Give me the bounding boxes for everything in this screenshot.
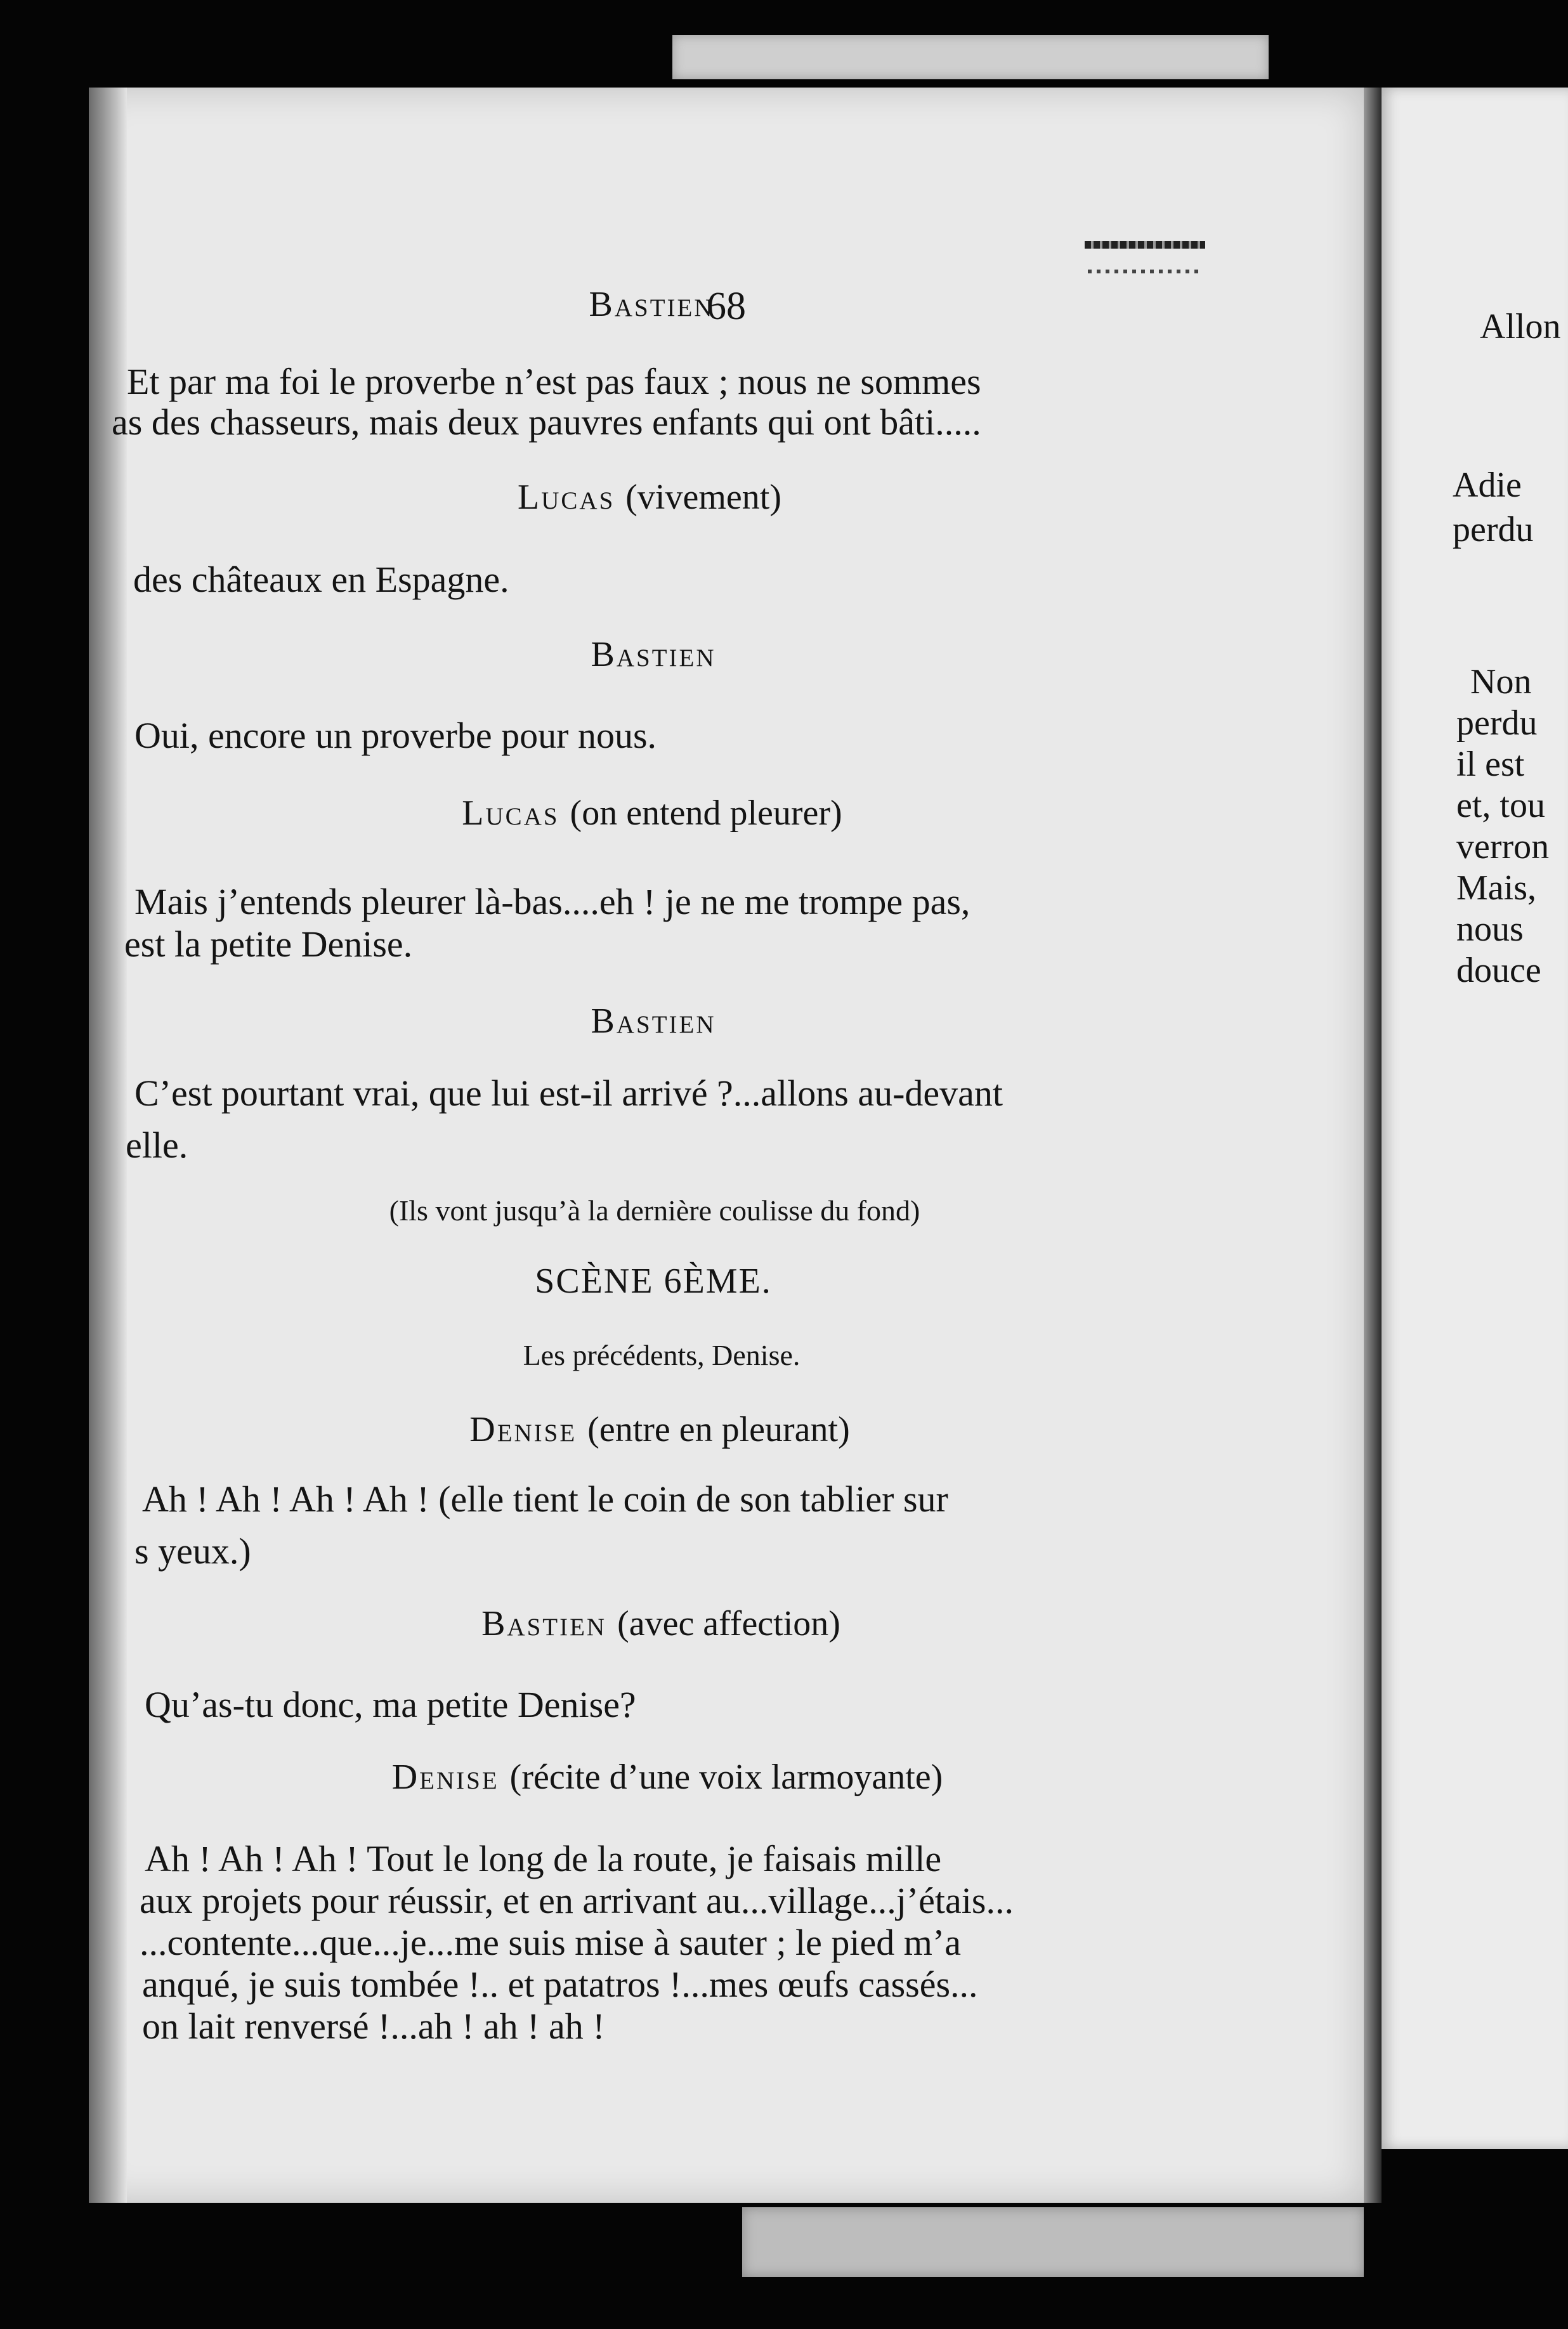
speaker-label: Bastien (591, 635, 716, 674)
facing-line: Allon (1480, 307, 1561, 346)
speaker-name (469, 1409, 849, 1450)
dialogue-line: as des chasseurs, mais deux pauvres enfants qui ont bâti..... (112, 401, 981, 443)
speaker-name (481, 1603, 840, 1644)
dialogue-line: Mais j’entends pleurer là-bas....eh ! je ne me trompe pas, (134, 881, 970, 922)
dialogue-line: elle. (126, 1125, 188, 1166)
speaker-label: Lucas (518, 478, 615, 517)
dialogue-line: Ah ! Ah ! Ah ! Tout le long de la route, je faisais mille (145, 1838, 942, 1879)
facing-line: il est (1456, 745, 1525, 784)
dialogue-line: est la petite Denise. (124, 923, 413, 965)
dialogue-line: Qu’as-tu donc, ma petite Denise? (145, 1684, 636, 1725)
speaker-label: Bastien (481, 1604, 607, 1643)
speaker-name (462, 793, 842, 833)
speaker-name (392, 1757, 943, 1797)
dialogue-line: on lait renversé !...ah ! ah ! ah ! (142, 2006, 605, 2047)
facing-line: Adie (1453, 466, 1522, 505)
dialogue-line: Ah ! Ah ! Ah ! Ah ! (elle tient le coin de son tablier sur (142, 1478, 948, 1520)
facing-line: Non (1470, 662, 1532, 701)
page-number: 68 (707, 285, 746, 328)
facing-line: verron (1456, 827, 1550, 866)
stage-direction: Les précédents, Denise. (523, 1339, 800, 1371)
facing-line: et, tou (1456, 786, 1545, 825)
speaker-name (591, 1001, 715, 1041)
dialogue-line: Et par ma foi le proverbe n’est pas faux ; nous ne sommes (127, 361, 981, 402)
facing-line: perdu (1453, 510, 1534, 549)
dialogue-line: s yeux.) (134, 1530, 251, 1572)
scene-heading: SCÈNE 6ÈME. (535, 1262, 772, 1301)
dialogue-line: aux projets pour réussir, et en arrivant au...village...j’étais... (140, 1880, 1014, 1921)
speaker-label: Denise (469, 1410, 577, 1449)
dialogue-line: anqué, je suis tombée !.. et patatros !...mes œufs cassés... (142, 1964, 978, 2005)
facing-line: douce (1456, 951, 1541, 990)
stage-direction: (on entend pleurer) (570, 793, 842, 833)
stage-direction: (récite d’une voix larmoyante) (509, 1758, 943, 1797)
stage-direction: (avec affection) (617, 1604, 840, 1643)
speaker-label: Denise (391, 1758, 499, 1797)
speaker-label: Lucas (462, 793, 559, 833)
facing-line: nous (1456, 910, 1524, 949)
dialogue-line: Oui, encore un proverbe pour nous. (134, 715, 657, 756)
stage-direction: (Ils vont jusqu’à la dernière coulisse du fond) (389, 1194, 920, 1227)
dialogue-line: des châteaux en Espagne. (133, 559, 509, 600)
speaker-name (589, 284, 714, 325)
dialogue-line: ...contente...que...je...me suis mise à sauter ; le pied m’a (140, 1922, 961, 1963)
stage-direction: (vivement) (625, 478, 781, 517)
speaker-label: Bastien (589, 285, 714, 324)
facing-line: Mais, (1456, 868, 1536, 908)
facing-line: perdu (1456, 703, 1538, 743)
speaker-name (518, 477, 781, 518)
dialogue-line: C’est pourtant vrai, que lui est-il arrivé ?...allons au-devant (134, 1073, 1003, 1114)
speaker-label: Bastien (591, 1001, 716, 1041)
stage-direction: (entre en pleurant) (587, 1410, 850, 1449)
speaker-name (591, 634, 715, 675)
